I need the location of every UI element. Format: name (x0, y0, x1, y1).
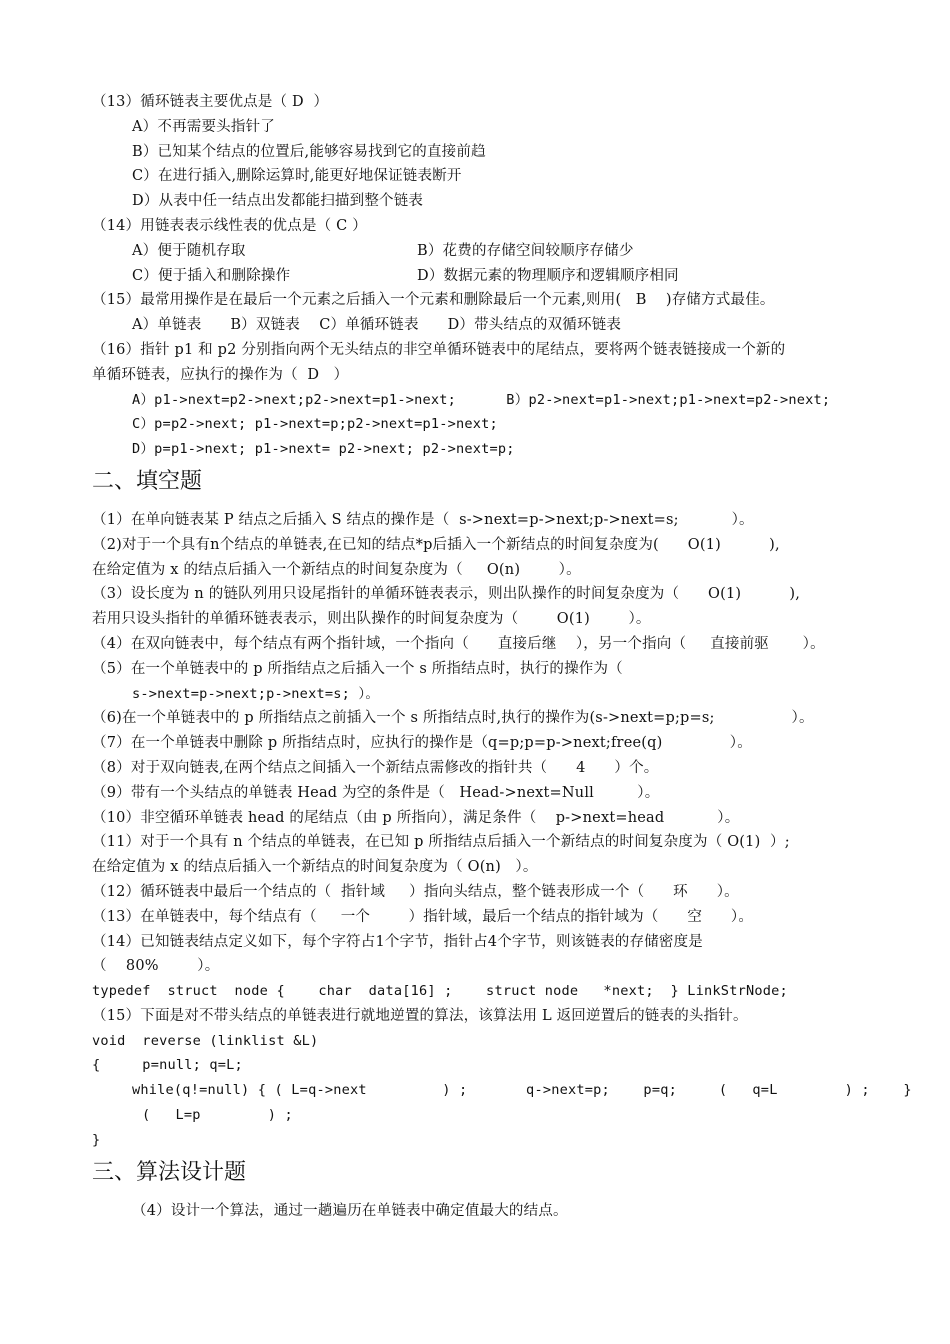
fill-line: （15）下面是对不带头结点的单链表进行就地逆置的算法，该算法用 L 返回逆置后的链表的头指针。 (92, 1007, 748, 1024)
section2-heading: 二、填空题 (92, 468, 203, 494)
fill-line: 若用只设头指针的单循环链表表示，则出队操作的时间复杂度为（ O(1) ）。 (92, 611, 651, 628)
q16-option-c: C）p=p2->next; p1->next=p;p2->next=p1->next; (132, 416, 498, 433)
q13-option-c: C）在进行插入,删除运算时,能更好地保证链表断开 (132, 168, 462, 185)
fill-line: （5）在一个单链表中的 p 所指结点之后插入一个 s 所指结点时，执行的操作为（ (92, 660, 623, 677)
q14-option-c: C）便于插入和删除操作 (132, 267, 291, 284)
section3-q4: （4）设计一个算法，通过一趟遍历在单链表中确定值最大的结点。 (132, 1202, 568, 1219)
q15-options: A）单链表 B）双链表 C）单循环链表 D）带头结点的双循环链表 (132, 317, 622, 334)
fill-line: （4）在双向链表中，每个结点有两个指针域，一个指向（ 直接后继 ），另一个指向（ 直接前驱 ）。 (92, 635, 825, 652)
q14-options-row1 (92, 239, 872, 264)
code-line: while(q!=null) { ( L=q->next ) ; q->next=p; p=q; ( q=L ) ; } (132, 1082, 912, 1099)
q13-stem: （13）循环链表主要优点是（ D ） (92, 94, 329, 110)
fill-line: 在给定值为 x 的结点后插入一个新结点的时间复杂度为（ O(n) ）。 (92, 561, 581, 578)
fill-line: （12）循环链表中最后一个结点的（ 指针域 ）指向头结点，整个链表形成一个（ 环 ）。 (92, 883, 739, 900)
q16-stem-line2: 单循环链表，应执行的操作为（ D ） (92, 366, 349, 383)
code-line: { p=null; q=L; (92, 1057, 243, 1074)
q13-option-b: B）已知某个结点的位置后,能够容易找到它的直接前趋 (132, 143, 486, 160)
fill-line: 在给定值为 x 的结点后插入一个新结点的时间复杂度为（ O(n) ）。 (92, 859, 538, 876)
q16-stem-line1: （16）指针 p1 和 p2 分别指向两个无头结点的非空单循环链表中的尾结点，要将两个链表链接成一个新的 (92, 341, 786, 358)
code-line: typedef struct node { char data[16] ; struct node *next; } LinkStrNode; (92, 983, 788, 1000)
fill-line: （ 80% ）。 (92, 958, 220, 975)
fill-line: （9）带有一个头结点的单链表 Head 为空的条件是（ Head->next=Null ）。 (92, 784, 660, 801)
document-page (92, 90, 912, 1223)
q14-option-d: D）数据元素的物理顺序和逻辑顺序相同 (417, 267, 679, 284)
q14-option-b: B）花费的存储空间较顺序存储少 (417, 242, 634, 259)
q13-option-d: D）从表中任一结点出发都能扫描到整个链表 (132, 193, 424, 210)
q14-option-a: A）便于随机存取 (132, 242, 246, 259)
fill-line: s->next=p->next;p->next=s; ）。 (132, 685, 380, 702)
fill-line: （10）非空循环单链表 head 的尾结点（由 p 所指向），满足条件（ p->next=head ）。 (92, 809, 740, 826)
fill-line: （6)在一个单链表中的 p 所指结点之前插入一个 s 所指结点时,执行的操作为(s->next=p;p=s; ）。 (92, 710, 814, 727)
fill-line: （2)对于一个具有n个结点的单链表,在已知的结点*p后插入一个新结点的时间复杂度为( O(1) ), (92, 536, 780, 553)
q16-options-ab: A）p1->next=p2->next;p2->next=p1->next; B）p2->next=p1->next;p1->next=p2->next; (132, 391, 831, 408)
fill-line: （1）在单向链表某 P 结点之后插入 S 结点的操作是（ s->next=p->next;p->next=s; ）。 (92, 511, 754, 528)
section3-heading: 三、算法设计题 (92, 1159, 247, 1185)
fill-line: （8）对于双向链表,在两个结点之间插入一个新结点需修改的指针共（ 4 ）个。 (92, 759, 659, 776)
code-line: ( L=p ) ; (142, 1107, 293, 1124)
q13-option-a: A）不再需要头指针了 (132, 118, 275, 135)
q15-stem: （15）最常用操作是在最后一个元素之后插入一个元素和删除最后一个元素,则用( B )存储方式最佳。 (92, 292, 775, 309)
fill-line: （11）对于一个具有 n 个结点的单链表，在已知 p 所指结点后插入一个新结点的时间复杂度为（ O(1) ）; (92, 834, 790, 851)
q16-option-d: D）p=p1->next; p1->next= p2->next; p2->next=p; (132, 441, 515, 458)
q14-options-row2 (92, 264, 872, 289)
q14-stem: （14）用链表表示线性表的优点是（ C ） (92, 217, 367, 234)
fill-line: （13）在单链表中，每个结点有（ 一个 ）指针域，最后一个结点的指针域为（ 空 ）。 (92, 908, 754, 925)
code-line: } (92, 1131, 101, 1148)
code-line: void reverse (linklist &L) (92, 1032, 319, 1049)
fill-line: （7）在一个单链表中删除 p 所指结点时，应执行的操作是（q=p;p=p->next;free(q) ）。 (92, 735, 752, 752)
fill-line: （3）设长度为 n 的链队列用只设尾指针的单循环链表表示，则出队操作的时间复杂度为（ O(1) ), (92, 586, 801, 603)
fill-line: （14）已知链表结点定义如下，每个字符占1个字节，指针占4个字节，则该链表的存储密度是 (92, 933, 703, 950)
